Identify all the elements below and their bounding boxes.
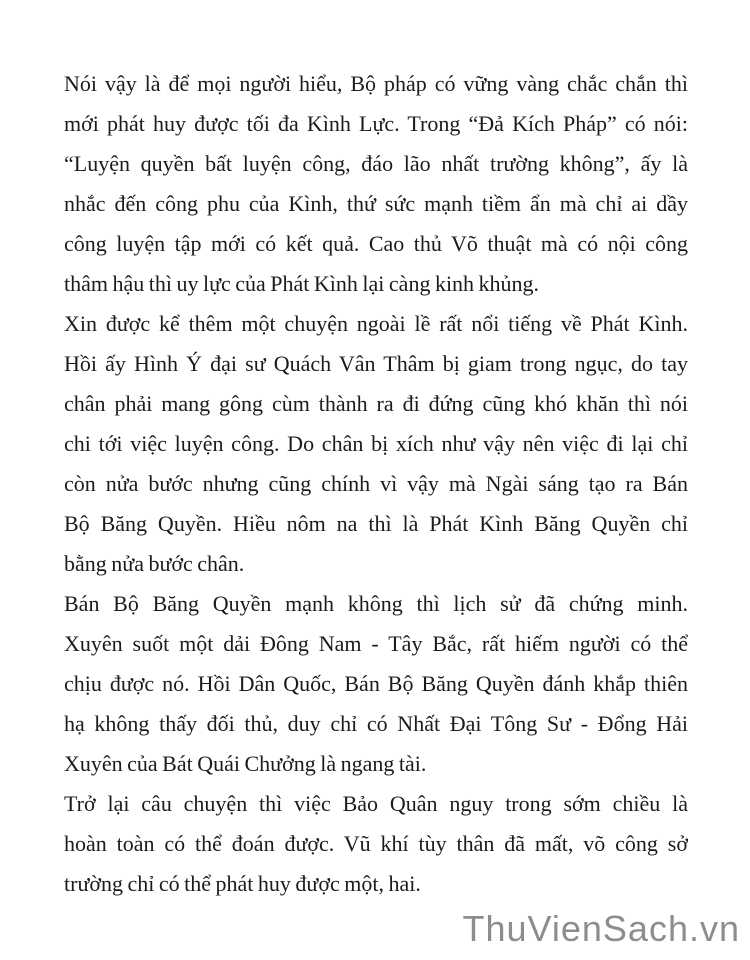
text-line: trường chỉ có thể phát huy được một, hai. [64,871,421,896]
text-line: bằng nửa bước chân. [64,551,245,576]
text-block [64,64,688,904]
text-line: Bán Bộ Băng Quyền mạnh không thì lịch sử đã chứng minh. [64,591,688,616]
text-line: thâm hậu thì uy lực của Phát Kình lại càng kinh khủng. [64,271,540,296]
text-line: “Luyện quyền bất luyện công, đáo lão nhất trường không”, ấy là [64,151,688,176]
text-line: chịu được nó. Hồi Dân Quốc, Bán Bộ Băng Quyền đánh khắp thiên [64,671,688,696]
text-line: công luyện tập mới có kết quả. Cao thủ Võ thuật mà có nội công [64,231,688,256]
watermark-logo: ThuVienSach.vn [462,908,740,949]
text-line: Hồi ấy Hình Ý đại sư Quách Vân Thâm bị giam trong ngục, do tay [64,351,688,376]
text-line: chân phải mang gông cùm thành ra đi đứng cũng khó khăn thì nói [64,391,688,416]
text-line: Xin được kể thêm một chuyện ngoài lề rất nổi tiếng về Phát Kình. [64,311,688,336]
text-line: hoàn toàn có thể đoán được. Vũ khí tùy thân đã mất, võ công sở [64,831,688,856]
text-line: Trở lại câu chuyện thì việc Bảo Quân nguy trong sớm chiều là [64,791,688,816]
text-line: Xuyên của Bát Quái Chưởng là ngang tài. [64,751,427,776]
text-line: hạ không thấy đối thủ, duy chỉ có Nhất Đại Tông Sư - Đổng Hải [64,711,688,736]
text-line: Nói vậy là để mọi người hiểu, Bộ pháp có vững vàng chắc chắn thì [64,71,688,96]
text-line: chi tới việc luyện công. Do chân bị xích như vậy nên việc đi lại chỉ [64,431,688,456]
text-line: còn nửa bước nhưng cũng chính vì vậy mà Ngài sáng tạo ra Bán [64,471,688,496]
text-line: Bộ Băng Quyền. Hiều nôm na thì là Phát Kình Băng Quyền chỉ [64,511,688,536]
text-line: mới phát huy được tối đa Kình Lực. Trong “Đả Kích Pháp” có nói: [64,111,688,136]
text-line: nhắc đến công phu của Kình, thứ sức mạnh tiềm ẩn mà chỉ ai dầy [64,191,688,216]
text-line: Xuyên suốt một dải Đông Nam - Tây Bắc, rất hiếm người có thể [64,631,688,656]
